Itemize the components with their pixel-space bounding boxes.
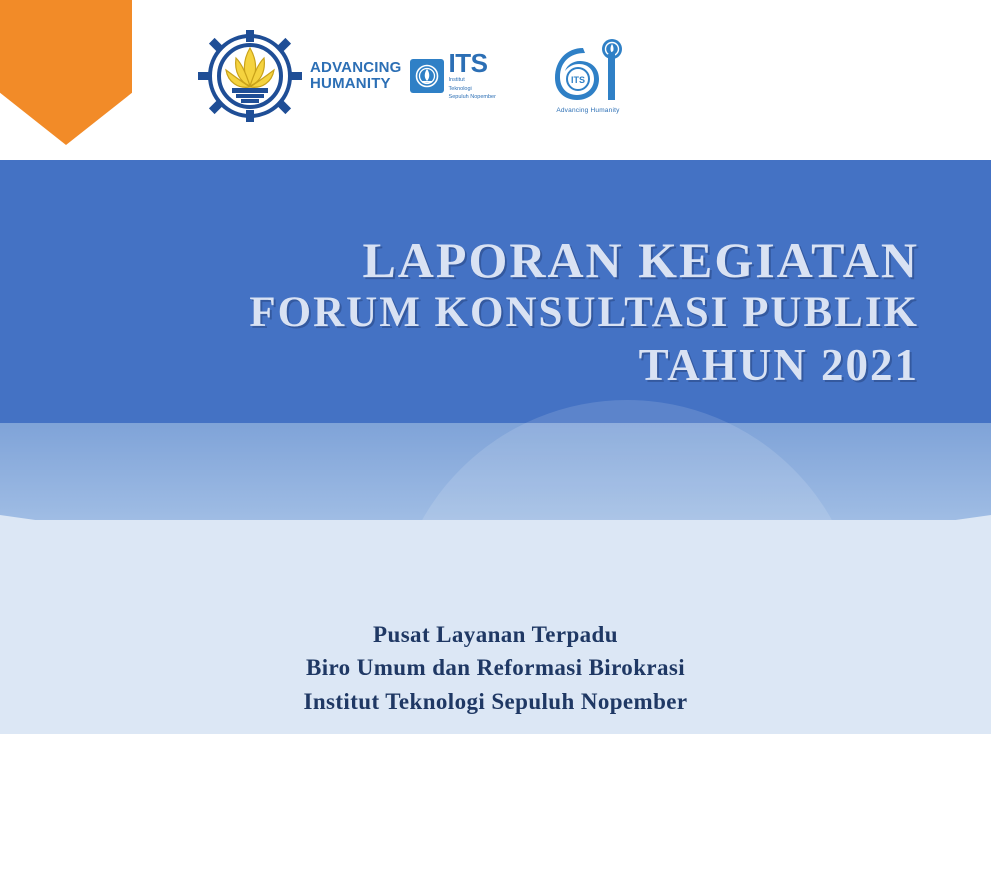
anniversary-61-logo xyxy=(540,38,636,114)
logo-strip xyxy=(0,0,991,152)
document-title xyxy=(249,234,919,392)
its-wordmark-full-1: Institut xyxy=(448,77,465,84)
tagline-line-1: ADVANCING xyxy=(310,59,402,77)
its-gear-lotus-logo xyxy=(196,28,304,124)
title-line-1: LAPORAN KEGIATAN xyxy=(362,232,919,288)
its-wordmark-full-2: Teknologi xyxy=(448,85,472,92)
its-wordmark-short: ITS xyxy=(448,48,488,79)
svg-text:ITS: ITS xyxy=(570,75,585,85)
institution-line-2: Biro Umum dan Reformasi Birokrasi xyxy=(305,655,686,681)
its-square-emblem-icon xyxy=(410,59,444,93)
title-line-3: TAHUN 2021 xyxy=(638,339,919,390)
institution-line-3: Institut Teknologi Sepuluh Nopember xyxy=(303,688,688,714)
institution-block xyxy=(0,618,991,718)
title-line-2: FORUM KONSULTASI PUBLIK xyxy=(249,288,919,336)
tagline-line-2: HUMANITY xyxy=(310,75,391,92)
anniversary-caption: Advancing Humanity xyxy=(556,107,620,114)
its-logo-group xyxy=(196,28,636,124)
advancing-humanity-tagline xyxy=(310,60,402,92)
title-band xyxy=(0,160,991,423)
its-wordmark xyxy=(449,50,496,101)
its-wordmark-full-3: Sepuluh Nopember xyxy=(448,94,496,101)
institution-line-1: Pusat Layanan Terpadu xyxy=(373,622,618,647)
